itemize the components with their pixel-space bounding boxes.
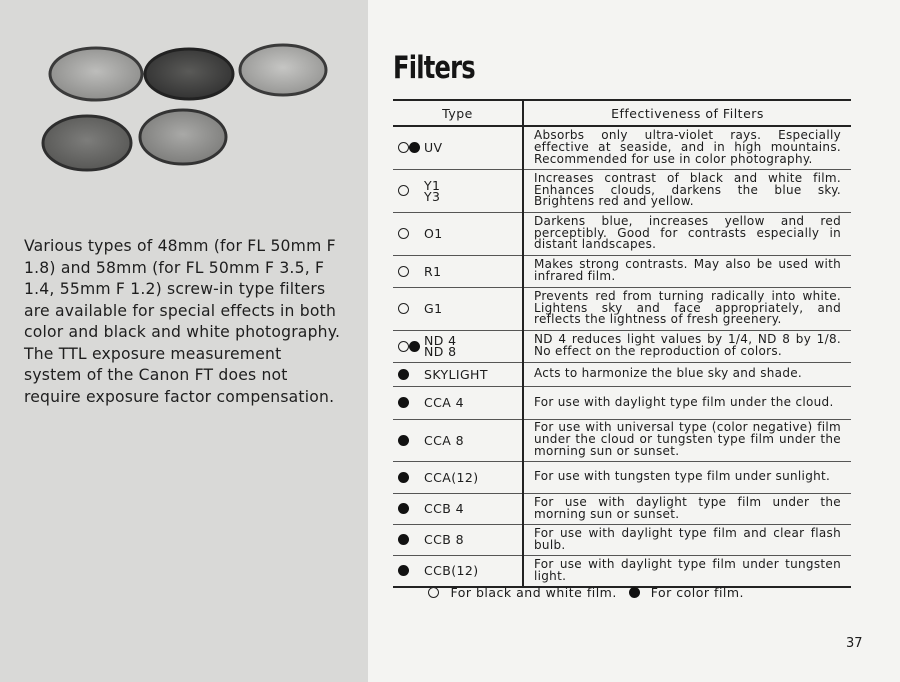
filter-effect-cell: For use with universal type (color negative) film under the cloud or tungsten type film under the morning sun or sunset. bbox=[523, 419, 851, 461]
filter-type-cell bbox=[393, 287, 523, 330]
filter-disc-5 bbox=[140, 110, 226, 164]
filter-type-cell bbox=[393, 362, 523, 386]
legend-solid-label: For color film. bbox=[650, 585, 745, 600]
filter-type-label: ND 8 bbox=[424, 344, 457, 359]
filter-effect-cell: For use with daylight type film under the cloud. bbox=[523, 386, 851, 419]
solid-circle-icon bbox=[398, 565, 409, 576]
solid-circle-icon bbox=[398, 503, 409, 514]
filter-effect-cell: ND 4 reduces light values by 1/4, ND 8 by 1/8. No effect on the reproduction of colors. bbox=[523, 330, 851, 362]
header-effectiveness: Effectiveness of Filters bbox=[523, 100, 851, 126]
open-circle-icon bbox=[398, 142, 409, 153]
filter-type-label: O1 bbox=[424, 226, 443, 241]
filter-effect-cell: Absorbs only ultra-violet rays. Especially effective at seaside, and in high mountains. Recommended for use in color photography. bbox=[523, 126, 851, 169]
table-row bbox=[393, 419, 851, 461]
table-row bbox=[393, 493, 851, 524]
filter-effect-cell: Darkens blue, increases yellow and red perceptibly. Good for contrasts especially in distant landscapes. bbox=[523, 212, 851, 255]
filter-type-label: CCB(12) bbox=[424, 563, 479, 579]
open-circle-icon bbox=[398, 185, 409, 196]
header-type: Type bbox=[393, 100, 523, 126]
filter-type-label: CCB 8 bbox=[424, 532, 464, 547]
filter-disc-4 bbox=[43, 116, 131, 170]
solid-circle-icon bbox=[398, 397, 409, 408]
filter-type-label: CCA 8 bbox=[424, 432, 464, 448]
filter-type-label: UV bbox=[424, 140, 443, 156]
filter-type-cell bbox=[393, 419, 523, 461]
legend bbox=[428, 585, 744, 600]
filter-effect-cell: For use with daylight type film under the morning sun or sunset. bbox=[523, 493, 851, 524]
filter-type-label: ND 4 bbox=[424, 333, 457, 348]
filter-effect-cell: For use with tungsten type film under sunlight. bbox=[523, 461, 851, 493]
filter-type-cell bbox=[393, 493, 523, 524]
table-row bbox=[393, 330, 851, 362]
table-row bbox=[393, 461, 851, 493]
table-row bbox=[393, 287, 851, 330]
filter-type-label: G1 bbox=[424, 301, 443, 316]
filter-type-cell bbox=[393, 169, 523, 212]
table-header-row bbox=[393, 100, 851, 126]
solid-circle-icon bbox=[409, 341, 420, 352]
filters-description: Various types of 48mm (for FL 50mm F 1.8) and 58mm (for FL 50mm F 3.5, F 1.4, 55mm F 1.2) screw-in type filters are available for special effects in both color and black and white photography. The TTL exposure measurement system of the Canon FT does not require exposure factor compensation. bbox=[24, 237, 341, 406]
filter-effect-cell: Increases contrast of black and white film. Enhances clouds, darkens the blue sky. Brightens red and yellow. bbox=[523, 169, 851, 212]
page-title: Filters bbox=[393, 50, 475, 86]
table-row bbox=[393, 169, 851, 212]
open-circle-icon bbox=[398, 303, 409, 314]
filter-type-cell bbox=[393, 461, 523, 493]
filter-disc-2 bbox=[145, 49, 233, 99]
open-circle-icon bbox=[398, 266, 409, 277]
table-row bbox=[393, 555, 851, 587]
filter-type-label: R1 bbox=[424, 263, 442, 279]
filter-type-cell bbox=[393, 386, 523, 419]
filter-effect-cell: Makes strong contrasts. May also be used with infrared film. bbox=[523, 255, 851, 287]
solid-circle-icon bbox=[409, 142, 420, 153]
table-row bbox=[393, 524, 851, 555]
filter-type-label: SKYLIGHT bbox=[424, 366, 488, 382]
filter-type-cell bbox=[393, 255, 523, 287]
open-circle-icon bbox=[398, 341, 409, 352]
solid-circle-icon bbox=[398, 435, 409, 446]
filter-type-cell bbox=[393, 212, 523, 255]
page-number: 37 bbox=[846, 636, 863, 651]
filter-disc-1 bbox=[50, 48, 142, 100]
filter-effect-cell: For use with daylight type film and clear flash bulb. bbox=[523, 524, 851, 555]
solid-circle-icon bbox=[629, 587, 640, 598]
filters-photo bbox=[0, 0, 368, 200]
filter-type-label: Y1 bbox=[424, 177, 441, 193]
open-circle-icon bbox=[428, 587, 439, 598]
filter-type-label: CCA 4 bbox=[424, 395, 464, 410]
filter-type-label: CCA(12) bbox=[424, 469, 479, 485]
solid-circle-icon bbox=[398, 369, 409, 380]
filter-type-cell bbox=[393, 330, 523, 362]
filter-type-label: Y3 bbox=[424, 188, 441, 204]
table-row bbox=[393, 255, 851, 287]
table-row bbox=[393, 212, 851, 255]
table-row bbox=[393, 386, 851, 419]
filter-type-label: CCB 4 bbox=[424, 501, 464, 516]
filter-type-cell bbox=[393, 555, 523, 587]
filter-type-cell bbox=[393, 126, 523, 169]
filter-effect-cell: For use with daylight type film under tungsten light. bbox=[523, 555, 851, 587]
table-row bbox=[393, 126, 851, 169]
solid-circle-icon bbox=[398, 472, 409, 483]
open-circle-icon bbox=[398, 228, 409, 239]
filter-disc-3 bbox=[240, 45, 326, 95]
filter-type-cell bbox=[393, 524, 523, 555]
filter-effect-cell: Prevents red from turning radically into white. Lightens sky and face appropriately, and reflects the lightness of fresh greenery. bbox=[523, 287, 851, 330]
filter-effect-cell: Acts to harmonize the blue sky and shade. bbox=[523, 362, 851, 386]
filters-table bbox=[393, 99, 851, 588]
left-page bbox=[0, 0, 368, 682]
table-row bbox=[393, 362, 851, 386]
solid-circle-icon bbox=[398, 534, 409, 545]
legend-open-label: For black and white film. bbox=[450, 585, 617, 600]
